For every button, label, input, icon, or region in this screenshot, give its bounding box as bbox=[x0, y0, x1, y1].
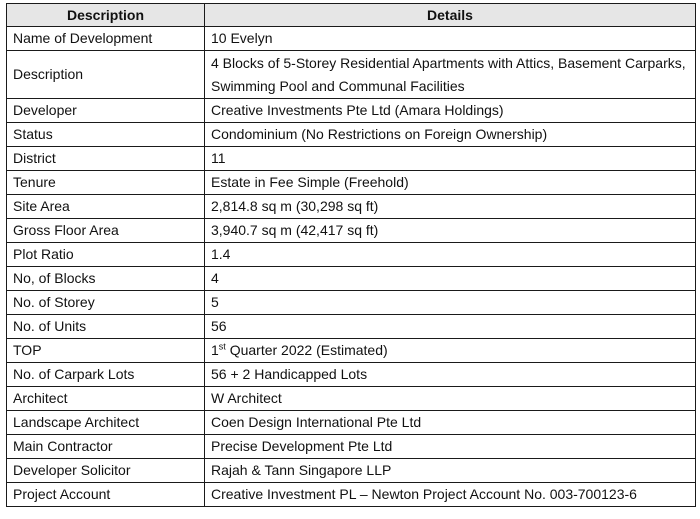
row-value: Precise Development Pte Ltd bbox=[205, 435, 696, 459]
top-quarter-ordinal: st bbox=[218, 341, 226, 352]
table-row bbox=[7, 123, 696, 147]
row-label: No. of Units bbox=[7, 315, 205, 339]
row-value: 56 bbox=[205, 315, 696, 339]
table-row bbox=[7, 99, 696, 123]
row-label: Status bbox=[7, 123, 205, 147]
row-label: Project Account bbox=[7, 483, 205, 507]
row-value: Creative Investment PL – Newton Project Account No. 003-700123-6 bbox=[205, 483, 696, 507]
table-row bbox=[7, 435, 696, 459]
top-quarter-number: 1 bbox=[211, 342, 219, 358]
table-row bbox=[7, 459, 696, 483]
table-row bbox=[7, 315, 696, 339]
table-row bbox=[7, 267, 696, 291]
project-details-table bbox=[6, 3, 696, 507]
table-row bbox=[7, 219, 696, 243]
row-value: 1.4 bbox=[205, 243, 696, 267]
row-label: Tenure bbox=[7, 171, 205, 195]
table-row bbox=[7, 291, 696, 315]
row-label: Architect bbox=[7, 387, 205, 411]
table-row bbox=[7, 363, 696, 387]
row-label: No, of Blocks bbox=[7, 267, 205, 291]
table-row bbox=[7, 411, 696, 435]
row-label: No. of Storey bbox=[7, 291, 205, 315]
row-value: 4 bbox=[205, 267, 696, 291]
table-row bbox=[7, 339, 696, 363]
row-value bbox=[205, 339, 696, 363]
row-label: Landscape Architect bbox=[7, 411, 205, 435]
row-label: No. of Carpark Lots bbox=[7, 363, 205, 387]
table-row bbox=[7, 171, 696, 195]
top-quarter-text: Quarter 2022 (Estimated) bbox=[225, 342, 388, 358]
table-row bbox=[7, 387, 696, 411]
header-details: Details bbox=[205, 4, 696, 27]
header-description: Description bbox=[7, 4, 205, 27]
row-value: 11 bbox=[205, 147, 696, 171]
table-row bbox=[7, 243, 696, 267]
row-value: Rajah & Tann Singapore LLP bbox=[205, 459, 696, 483]
table-row bbox=[7, 483, 696, 507]
row-value: Coen Design International Pte Ltd bbox=[205, 411, 696, 435]
row-label: Plot Ratio bbox=[7, 243, 205, 267]
row-value: 10 Evelyn bbox=[205, 27, 696, 51]
table-row bbox=[7, 27, 696, 51]
row-value: 2,814.8 sq m (30,298 sq ft) bbox=[205, 195, 696, 219]
table-row bbox=[7, 51, 696, 99]
row-label: Main Contractor bbox=[7, 435, 205, 459]
row-label: District bbox=[7, 147, 205, 171]
row-label: Developer Solicitor bbox=[7, 459, 205, 483]
table-row bbox=[7, 147, 696, 171]
table-header-row bbox=[7, 4, 696, 27]
row-value: 56 + 2 Handicapped Lots bbox=[205, 363, 696, 387]
row-label: Gross Floor Area bbox=[7, 219, 205, 243]
row-value: Creative Investments Pte Ltd (Amara Holdings) bbox=[205, 99, 696, 123]
row-value: Condominium (No Restrictions on Foreign Ownership) bbox=[205, 123, 696, 147]
table-row bbox=[7, 195, 696, 219]
row-label: Site Area bbox=[7, 195, 205, 219]
row-value: 4 Blocks of 5-Storey Residential Apartments with Attics, Basement Carparks, Swimming Pool and Communal Facilities bbox=[205, 51, 696, 99]
row-label: Developer bbox=[7, 99, 205, 123]
row-value: Estate in Fee Simple (Freehold) bbox=[205, 171, 696, 195]
row-value: W Architect bbox=[205, 387, 696, 411]
row-label: TOP bbox=[7, 339, 205, 363]
row-value: 5 bbox=[205, 291, 696, 315]
row-label: Description bbox=[7, 51, 205, 99]
row-value: 3,940.7 sq m (42,417 sq ft) bbox=[205, 219, 696, 243]
row-label: Name of Development bbox=[7, 27, 205, 51]
